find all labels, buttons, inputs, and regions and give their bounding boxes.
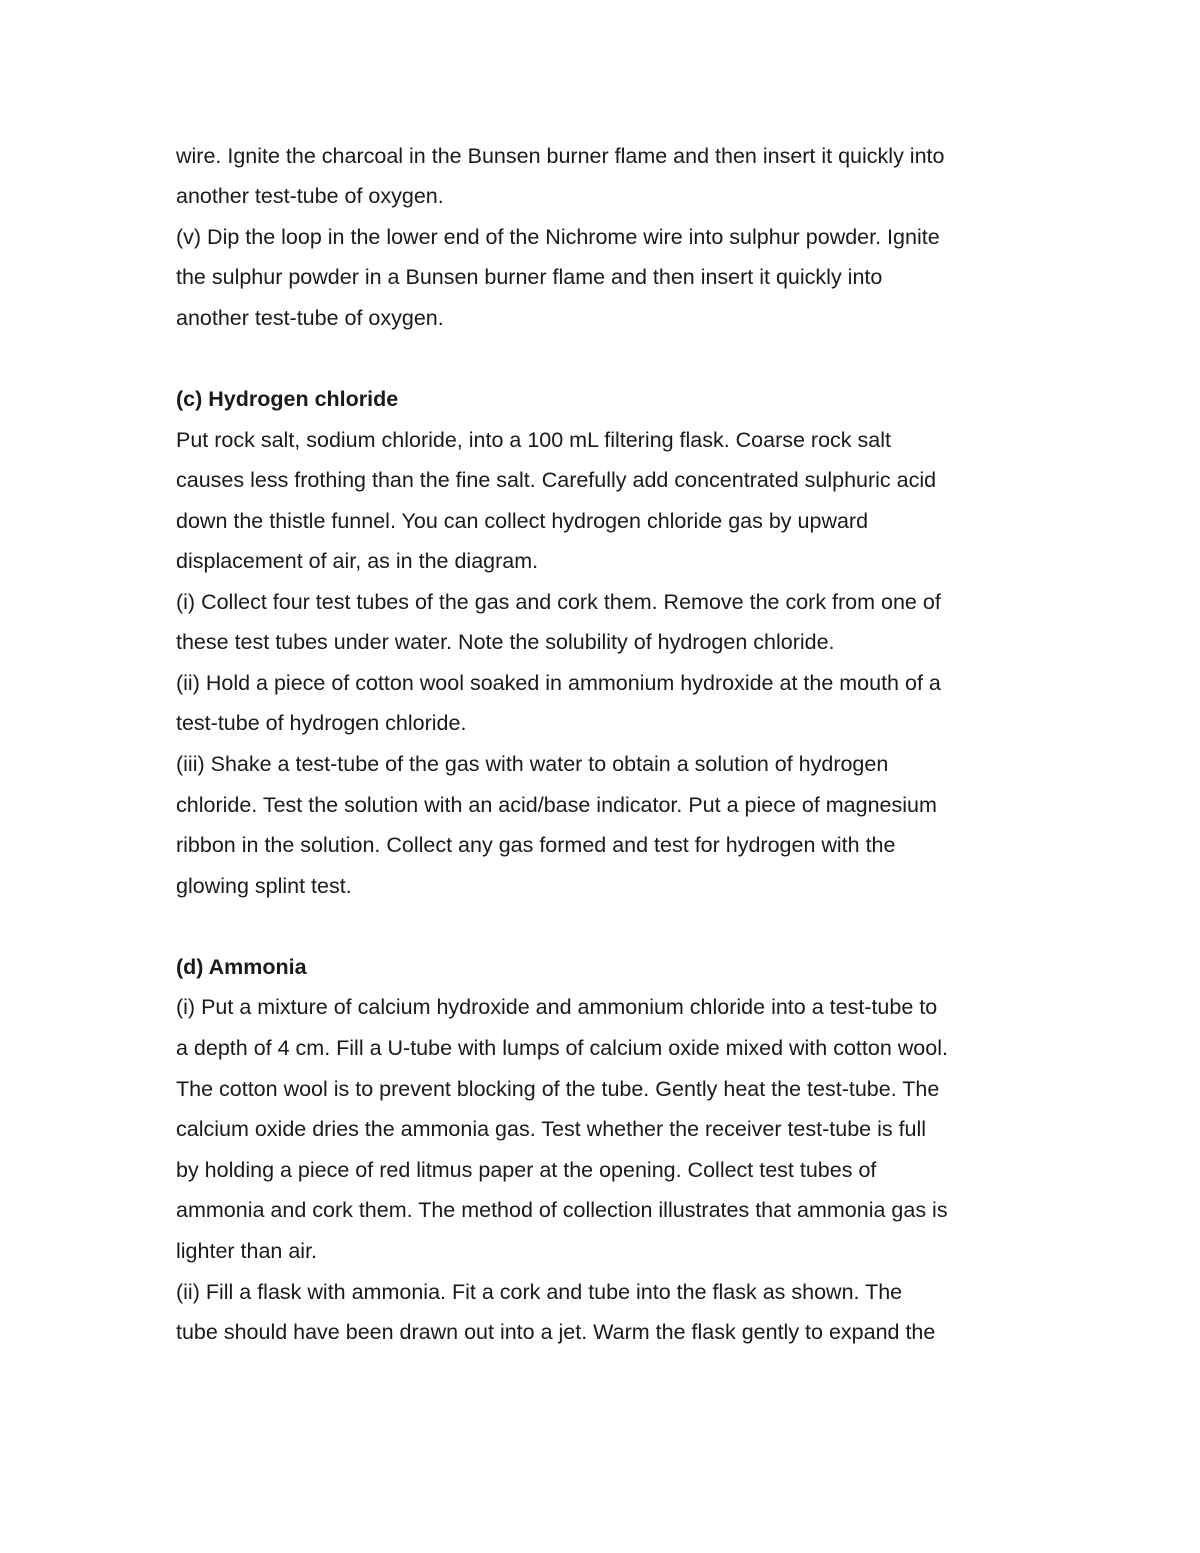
body-text-line: causes less frothing than the fine salt. Carefully add concentrated sulphuric acid	[176, 468, 937, 492]
body-text-line: The cotton wool is to prevent blocking of the tube. Gently heat the test-tube. The	[176, 1077, 940, 1101]
body-text-line: (v) Dip the loop in the lower end of the Nichrome wire into sulphur powder. Ignite	[176, 225, 940, 249]
body-text-line: (ii) Fill a flask with ammonia. Fit a cork and tube into the flask as shown. The	[176, 1280, 903, 1304]
body-text-line: glowing splint test.	[176, 874, 352, 898]
body-text-line: another test-tube of oxygen.	[176, 306, 444, 330]
body-text-line: by holding a piece of red litmus paper at the opening. Collect test tubes of	[176, 1158, 877, 1182]
section-heading-ammonia: (d) Ammonia	[176, 955, 307, 979]
body-text-line: another test-tube of oxygen.	[176, 184, 444, 208]
body-text-line: displacement of air, as in the diagram.	[176, 549, 539, 573]
body-text-line: tube should have been drawn out into a jet. Warm the flask gently to expand the	[176, 1320, 936, 1344]
body-text-line: down the thistle funnel. You can collect hydrogen chloride gas by upward	[176, 509, 869, 533]
body-text-line: calcium oxide dries the ammonia gas. Test whether the receiver test-tube is full	[176, 1117, 927, 1141]
body-text-line: chloride. Test the solution with an acid/base indicator. Put a piece of magnesium	[176, 793, 937, 817]
body-text-line: the sulphur powder in a Bunsen burner flame and then insert it quickly into	[176, 265, 883, 289]
body-text-line: wire. Ignite the charcoal in the Bunsen burner flame and then insert it quickly into	[176, 144, 945, 168]
body-text-line: a depth of 4 cm. Fill a U-tube with lumps of calcium oxide mixed with cotton wool.	[176, 1036, 948, 1060]
body-text-line: ammonia and cork them. The method of collection illustrates that ammonia gas is	[176, 1198, 948, 1222]
body-text-line: lighter than air.	[176, 1239, 318, 1263]
body-text-line: (iii) Shake a test-tube of the gas with water to obtain a solution of hydrogen	[176, 752, 889, 776]
body-text-line: Put rock salt, sodium chloride, into a 100 mL filtering flask. Coarse rock salt	[176, 428, 891, 452]
body-text-line: (i) Collect four test tubes of the gas and cork them. Remove the cork from one of	[176, 590, 941, 614]
body-text-line: (ii) Hold a piece of cotton wool soaked in ammonium hydroxide at the mouth of a	[176, 671, 941, 695]
body-text-line: ribbon in the solution. Collect any gas formed and test for hydrogen with the	[176, 833, 896, 857]
body-text-line: these test tubes under water. Note the solubility of hydrogen chloride.	[176, 630, 835, 654]
body-text-line: test-tube of hydrogen chloride.	[176, 711, 467, 735]
section-heading-hydrogen-chloride: (c) Hydrogen chloride	[176, 387, 399, 411]
body-text-line: (i) Put a mixture of calcium hydroxide and ammonium chloride into a test-tube to	[176, 995, 938, 1019]
